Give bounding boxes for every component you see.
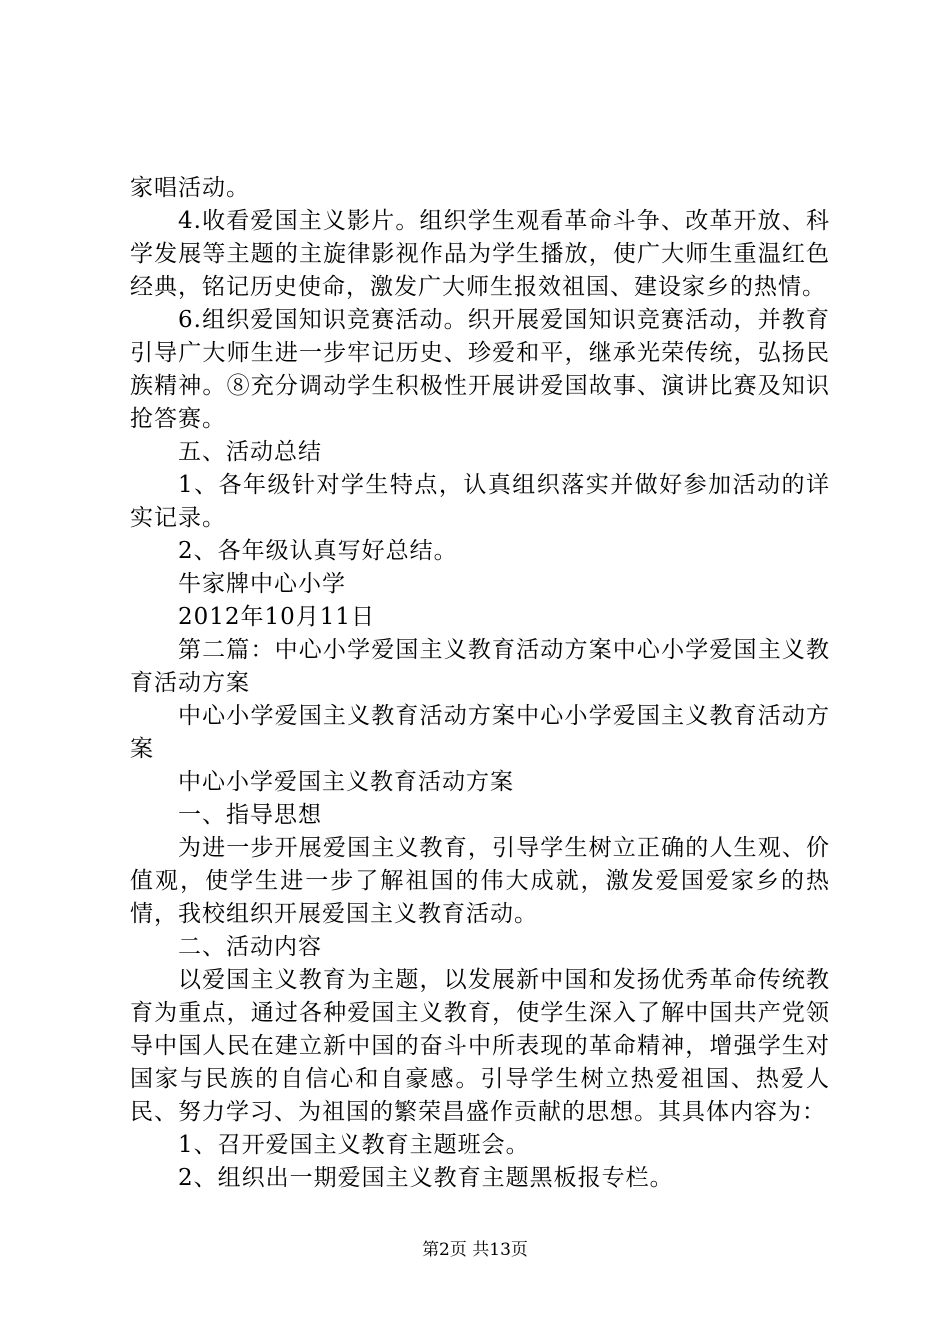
section-heading: 二、活动内容 [178, 934, 322, 960]
document-title: 中心小学爱国主义教育活动方案 [178, 769, 514, 795]
document-body [130, 172, 830, 1195]
list-item: 2、组织出一期爱国主义教育主题黑板报专栏。 [178, 1165, 674, 1191]
paragraph: 家唱活动。 [130, 175, 250, 201]
section-heading: 一、指导思想 [178, 802, 322, 828]
list-item: 1、召开爱国主义教育主题班会。 [178, 1132, 530, 1158]
paragraph: 2、各年级认真写好总结。 [178, 538, 458, 564]
paragraph: 中心小学爱国主义教育活动方案中心小学爱国主义教育活动方案 [130, 703, 830, 762]
section-heading: 五、活动总结 [178, 439, 322, 465]
paragraph: 1、各年级针对学生特点，认真组织落实并做好参加活动的详实记录。 [130, 472, 830, 531]
signature-date: 2012年10月11日 [178, 604, 376, 630]
signature-org: 牛家牌中心小学 [178, 571, 346, 597]
paragraph: 6.组织爱国知识竞赛活动。织开展爱国知识竞赛活动，并教育引导广大师生进一步牢记历史、珍爱和平，继承光荣传统，弘扬民族精神。⑧充分调动学生积极性开展讲爱国故事、演讲比赛及知识抢答赛。 [130, 307, 830, 432]
chapter-title: 第二篇：中心小学爱国主义教育活动方案中心小学爱国主义教育活动方案 [130, 637, 830, 696]
page-number-footer: 第2页 共13页 [422, 1240, 528, 1260]
paragraph: 4.收看爱国主义影片。组织学生观看革命斗争、改革开放、科学发展等主题的主旋律影视作品为学生播放，使广大师生重温红色经典，铭记历史使命，激发广大师生报效祖国、建设家乡的热情。 [130, 208, 830, 300]
paragraph: 以爱国主义教育为主题，以发展新中国和发扬优秀革命传统教育为重点，通过各种爱国主义教育，使学生深入了解中国共产党领导中国人民在建立新中国的奋斗中所表现的革命精神，增强学生对国家与民族的自信心和自豪感。引导学生树立热爱祖国、热爱人民、努力学习、为祖国的繁荣昌盛作贡献的思想。其具体内容为： [130, 967, 830, 1125]
paragraph: 为进一步开展爱国主义教育，引导学生树立正确的人生观、价值观，使学生进一步了解祖国的伟大成就，激发爱国爱家乡的热情，我校组织开展爱国主义教育活动。 [130, 835, 830, 927]
